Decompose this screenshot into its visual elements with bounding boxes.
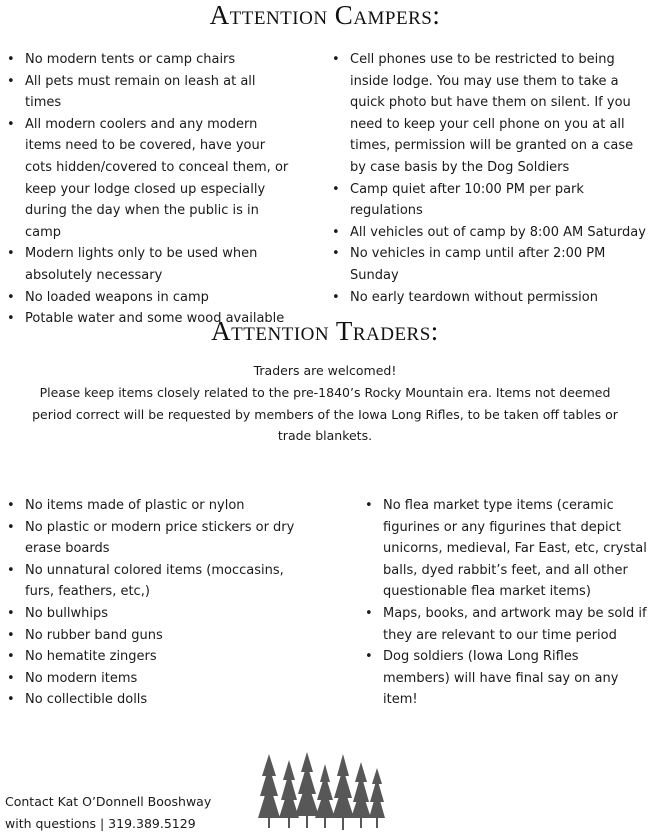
list-item: • Cell phones use to be restricted to being inside lodge. You may use them to take a quick photo but have them on silent. If you need to keep your cell phone on you at all times, permission will be granted on a case by case basis by the Dog Soldiers xyxy=(330,49,648,179)
list-item: • No rubber band guns xyxy=(5,625,295,647)
pine-trees-icon xyxy=(255,748,385,830)
list-item: • No modern tents or camp chairs xyxy=(5,49,295,71)
list-item: • Dog soldiers (Iowa Long Rifles members) will have final say on any item! xyxy=(363,646,648,711)
list-item: • Maps, books, and artwork may be sold if they are relevant to our time period xyxy=(363,603,648,646)
list-item: • Potable water and some wood available xyxy=(5,308,295,330)
list-item: • All pets must remain on leash at all times xyxy=(5,71,295,114)
list-item: • Camp quiet after 10:00 PM per park regulations xyxy=(330,179,648,222)
list-item: • No plastic or modern price stickers or dry erase boards xyxy=(5,517,295,560)
traders-rules-left xyxy=(5,495,295,711)
list-item: • No collectible dolls xyxy=(5,689,295,711)
list-item: • Modern lights only to be used when absolutely necessary xyxy=(5,243,295,286)
list-item: • No modern items xyxy=(5,668,295,690)
list-item: • No vehicles in camp until after 2:00 PM Sunday xyxy=(330,243,648,286)
list-item: • No unnatural colored items (moccasins, furs, feathers, etc,) xyxy=(5,560,295,603)
list-item: • No loaded weapons in camp xyxy=(5,287,295,309)
list-item: • No bullwhips xyxy=(5,603,295,625)
contact-line-2: with questions | 319.389.5129 xyxy=(5,813,211,834)
list-item: • All vehicles out of camp by 8:00 AM Saturday xyxy=(330,222,648,244)
traders-rules-right xyxy=(363,495,648,711)
campers-heading: Attention Campers: xyxy=(0,2,650,29)
contact-line-1: Contact Kat O’Donnell Booshway xyxy=(5,791,211,813)
list-item: • No flea market type items (ceramic figurines or any figurines that depict unicorns, medieval, Far East, etc, crystal balls, dyed rabbit’s feet, and all other questionable flea market items) xyxy=(363,495,648,603)
traders-note: Please keep items closely related to the pre-1840’s Rocky Mountain era. Items not deemed period correct will be requested by members of the Iowa Long Rifles, to be taken off tables or trade blankets. xyxy=(30,382,620,447)
list-item: • All modern coolers and any modern items need to be covered, have your cots hidden/covered to conceal them, or keep your lodge closed up especially during the day when the public is in camp xyxy=(5,114,295,244)
traders-heading: Attention Traders: xyxy=(0,318,650,345)
campers-rules-left xyxy=(5,49,295,330)
contact-info xyxy=(5,791,211,834)
list-item: • No early teardown without permission xyxy=(330,287,648,309)
traders-welcome: Traders are welcomed! xyxy=(30,360,620,382)
list-item: • No items made of plastic or nylon xyxy=(5,495,295,517)
list-item: • No hematite zingers xyxy=(5,646,295,668)
campers-rules-right xyxy=(330,49,648,308)
